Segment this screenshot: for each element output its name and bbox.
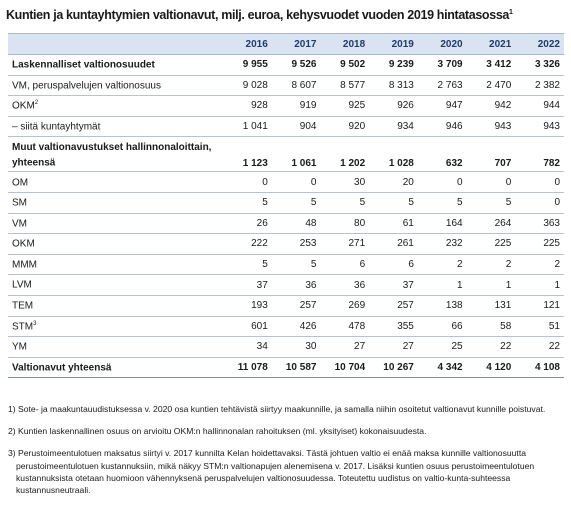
- value-cell: 1: [515, 275, 564, 296]
- value-cell: 4 120: [467, 357, 516, 378]
- footnote-1: 1) Sote- ja maakuntauudistuksessa v. 2020 osa kuntien tehtävistä siirtyy maakunnille, ja samalla niihin osoitetut valtionavut kunnille poistuvat.: [8, 404, 546, 414]
- value-cell: 9 028: [223, 75, 272, 96]
- row-label: YM: [8, 337, 223, 358]
- value-cell: 9 955: [223, 55, 272, 76]
- table-row: [8, 75, 564, 96]
- value-cell: 232: [418, 234, 467, 255]
- table-row: [8, 55, 564, 76]
- value-cell: 632: [418, 137, 467, 172]
- value-cell: 9 239: [369, 55, 418, 76]
- value-cell: 942: [467, 96, 516, 117]
- value-cell: 9 502: [320, 55, 369, 76]
- row-label: STM$^3$: [8, 316, 223, 337]
- value-cell: 6: [369, 254, 418, 275]
- value-cell: 2: [515, 254, 564, 275]
- footnotes: [8, 403, 563, 496]
- footnote-3-rest: perustoimeentulotuen kustannuksiin, mikä näkyy STM:n valtionapujen alenemisena v. 2017. Lisäksi kuntien osuus perustoimeentulotuen kustannuksista otetaan huomioon vähennyksenä peruspalvelujen valtionosuudessa. Toteutettu uudistus on valtio-kunta-suhteessa kustannusneutraali.: [16, 460, 535, 496]
- table-row: [8, 96, 564, 117]
- table-row: [8, 213, 564, 234]
- value-cell: 131: [467, 295, 516, 316]
- value-cell: 601: [223, 316, 272, 337]
- row-label: Valtionavut yhteensä: [8, 357, 223, 378]
- year-header: 2019: [369, 34, 418, 55]
- value-cell: 261: [369, 234, 418, 255]
- row-label: Laskennalliset valtionosuudet: [8, 55, 223, 76]
- footnote-3: [8, 447, 563, 496]
- value-cell: 920: [320, 116, 369, 137]
- value-cell: 257: [369, 295, 418, 316]
- value-cell: 5: [272, 254, 321, 275]
- value-cell: 0: [467, 172, 516, 193]
- value-cell: 5: [223, 254, 272, 275]
- value-cell: 363: [515, 213, 564, 234]
- header-label-cell: [8, 34, 223, 55]
- value-cell: 36: [320, 275, 369, 296]
- value-cell: 3 412: [467, 55, 516, 76]
- value-cell: 66: [418, 316, 467, 337]
- value-cell: 26: [223, 213, 272, 234]
- value-cell: 30: [272, 337, 321, 358]
- value-cell: 707: [467, 137, 516, 172]
- value-cell: 2 470: [467, 75, 516, 96]
- year-header: 2017: [272, 34, 321, 55]
- row-label: SM: [8, 192, 223, 213]
- value-cell: 10 587: [272, 357, 321, 378]
- value-cell: 138: [418, 295, 467, 316]
- value-cell: 0: [418, 172, 467, 193]
- year-header: 2021: [467, 34, 516, 55]
- value-cell: 271: [320, 234, 369, 255]
- value-cell: 20: [369, 172, 418, 193]
- value-cell: 257: [272, 295, 321, 316]
- value-cell: 943: [467, 116, 516, 137]
- value-cell: 0: [515, 192, 564, 213]
- value-cell: 943: [515, 116, 564, 137]
- value-cell: 925: [320, 96, 369, 117]
- value-cell: 478: [320, 316, 369, 337]
- value-cell: 926: [369, 96, 418, 117]
- value-cell: 61: [369, 213, 418, 234]
- value-cell: 8 577: [320, 75, 369, 96]
- table-row: [8, 275, 564, 296]
- value-cell: 22: [515, 337, 564, 358]
- value-cell: 0: [272, 172, 321, 193]
- value-cell: 9 526: [272, 55, 321, 76]
- value-cell: 10 704: [320, 357, 369, 378]
- value-cell: 25: [418, 337, 467, 358]
- value-cell: 36: [272, 275, 321, 296]
- row-label: – siitä kuntayhtymät: [8, 116, 223, 137]
- value-cell: 934: [369, 116, 418, 137]
- table-row: [8, 254, 564, 275]
- value-cell: 27: [320, 337, 369, 358]
- value-cell: 0: [223, 172, 272, 193]
- header-row: [8, 34, 564, 55]
- value-cell: 919: [272, 96, 321, 117]
- row-label: VM, peruspalvelujen valtionosuus: [8, 75, 223, 96]
- value-cell: 4 108: [515, 357, 564, 378]
- value-cell: 37: [369, 275, 418, 296]
- value-cell: 5: [272, 192, 321, 213]
- value-cell: 8 607: [272, 75, 321, 96]
- value-cell: 11 078: [223, 357, 272, 378]
- value-cell: 2: [467, 254, 516, 275]
- value-cell: 225: [515, 234, 564, 255]
- value-cell: 37: [223, 275, 272, 296]
- value-cell: 264: [467, 213, 516, 234]
- value-cell: 782: [515, 137, 564, 172]
- table-row: [8, 172, 564, 193]
- value-cell: 225: [467, 234, 516, 255]
- subsidies-table: [8, 33, 564, 378]
- value-cell: 2: [418, 254, 467, 275]
- value-cell: 8 313: [369, 75, 418, 96]
- value-cell: 5: [418, 192, 467, 213]
- row-label: OKM: [8, 234, 223, 255]
- row-label: MMM: [8, 254, 223, 275]
- value-cell: 164: [418, 213, 467, 234]
- value-cell: 253: [272, 234, 321, 255]
- value-cell: 269: [320, 295, 369, 316]
- table-row: [8, 192, 564, 213]
- year-header: 2018: [320, 34, 369, 55]
- value-cell: 1: [418, 275, 467, 296]
- value-cell: 121: [515, 295, 564, 316]
- table-row: [8, 234, 564, 255]
- value-cell: 58: [467, 316, 516, 337]
- table-row: [8, 337, 564, 358]
- value-cell: 48: [272, 213, 321, 234]
- value-cell: 1 202: [320, 137, 369, 172]
- row-label: TEM: [8, 295, 223, 316]
- value-cell: 10 267: [369, 357, 418, 378]
- table-row: [8, 116, 564, 137]
- value-cell: 34: [223, 337, 272, 358]
- row-label: LVM: [8, 275, 223, 296]
- value-cell: 22: [467, 337, 516, 358]
- table-row: [8, 357, 564, 378]
- value-cell: 946: [418, 116, 467, 137]
- value-cell: 27: [369, 337, 418, 358]
- year-header: 2022: [515, 34, 564, 55]
- value-cell: 5: [369, 192, 418, 213]
- value-cell: 1 123: [223, 137, 272, 172]
- value-cell: 80: [320, 213, 369, 234]
- table-title: Kuntien ja kuntayhtymien valtionavut, milj. euroa, kehysvuodet vuoden 2019 hintatasossa$^1$: [6, 8, 513, 22]
- value-cell: 5: [223, 192, 272, 213]
- year-header: 2020: [418, 34, 467, 55]
- value-cell: 944: [515, 96, 564, 117]
- value-cell: 5: [467, 192, 516, 213]
- row-label: OKM$^2$: [8, 96, 223, 117]
- value-cell: 2 382: [515, 75, 564, 96]
- footnote-3-first: 3) Perustoimeentulotuen maksatus siirtyi v. 2017 kunnilta Kelan hoidettavaksi. Tästä johtuen valtio ei enää maksa kunnille valtionosuutta: [8, 448, 526, 459]
- value-cell: 928: [223, 96, 272, 117]
- row-label: VM: [8, 213, 223, 234]
- value-cell: 426: [272, 316, 321, 337]
- value-cell: 0: [515, 172, 564, 193]
- row-label: OM: [8, 172, 223, 193]
- value-cell: 30: [320, 172, 369, 193]
- value-cell: 222: [223, 234, 272, 255]
- table-row: [8, 295, 564, 316]
- value-cell: 1 028: [369, 137, 418, 172]
- value-cell: 2 763: [418, 75, 467, 96]
- value-cell: 5: [320, 192, 369, 213]
- table-row: [8, 316, 564, 337]
- value-cell: 1 061: [272, 137, 321, 172]
- value-cell: 355: [369, 316, 418, 337]
- value-cell: 193: [223, 295, 272, 316]
- value-cell: 1: [467, 275, 516, 296]
- value-cell: 4 342: [418, 357, 467, 378]
- value-cell: 904: [272, 116, 321, 137]
- value-cell: 3 326: [515, 55, 564, 76]
- value-cell: 3 709: [418, 55, 467, 76]
- table-row: [8, 137, 564, 172]
- value-cell: 947: [418, 96, 467, 117]
- value-cell: 51: [515, 316, 564, 337]
- value-cell: 6: [320, 254, 369, 275]
- row-label: Muut valtionavustukset hallinnonaloittain, yhteensä: [8, 137, 223, 172]
- year-header: 2016: [223, 34, 272, 55]
- footnote-2: 2) Kuntien laskennallinen osuus on arvioitu OKM:n hallinnonalan rahoituksen (ml. yksityiset) kokonaisuudesta.: [8, 426, 427, 437]
- value-cell: 1 041: [223, 116, 272, 137]
